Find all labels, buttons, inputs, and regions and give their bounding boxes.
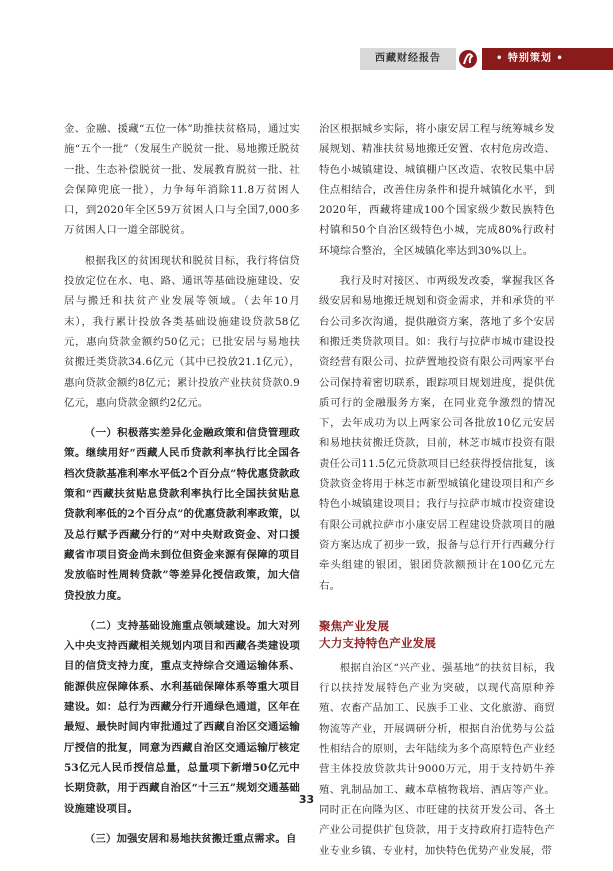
left-column bbox=[64, 119, 300, 859]
page-header bbox=[360, 48, 613, 70]
paragraph: （三）加强安居和易地扶贫搬迁重点需求。自 bbox=[84, 832, 297, 845]
section-heading bbox=[319, 618, 555, 652]
paragraph: 根据我区的贫困现状和脱贫目标，我行将信贷投放定位在水、电、路、通讯等基础设施建设、安居与搬迁和扶贫产业发展等领域。（去年10月末），我行累计投放各类基础设施建设贷款58亿元，惠向贷款金额约50亿元；已批安居与易地扶贫搬迁类贷款34.6亿元（其中已投放21.1亿元），惠向贷款金额约8亿元；累计投放产业扶贫贷款0.9亿元，惠向贷款金额约2亿元。 bbox=[64, 254, 300, 409]
paragraph: （二）支持基础设施重点领域建设。加大对列入中央支持西藏相关规划内项目和西藏各类建设项目的信贷支持力度，重点支持综合交通运输体系、能源供应保障体系、水利基础保障体系等重大项目建设。如：总行为西藏分行开通绿色通道，区年在最短、最快时间内审批通过了西藏自治区交通运输厅授信的批复，同意为西藏自治区交通运输厅核定53亿元人民币授信总量，总量项下新增50亿元中长期贷款，用于西藏自治区“十三五”规划交通基础设施建设项目。 bbox=[64, 619, 300, 815]
decorative-logo-icon bbox=[457, 46, 479, 72]
paragraph: 我行及时对接区、市两级发改委，掌握我区各级安居和易地搬迁规划和资金需求，并和承贷的平台公司多次沟通，提供融资方案，落地了多个安居和搬迁类贷款项目。如：我行与拉萨市城市建设投资经营有限公司、拉萨置地投资有限公司两家平台公司保持着密切联系，跟踪项目规划进度，提供优质可行的金融服务方案，在同业竞争激烈的情况下，去年成功为以上两家公司各批放10亿元安居和易地扶贫搬迁贷款，目前，林芝市城市投资有限责任公司11.5亿元贷款项目已经获得授信批复，该贷款资金将用于林芝市新型城镇化建设项目和产乡特色小城镇建设项目；我行与拉萨市城市投资建设有限公司就拉萨市小康安居工程建设贷款项目的融资方案达成了初步一致，报备与总行开行西藏分行牵头组建的银团，银团贷款额预计在100亿元左右。 bbox=[319, 275, 555, 592]
header-publication-name: 西藏财经报告 bbox=[360, 48, 456, 70]
paragraph: 治区根据城乡实际，将小康安居工程与统筹城乡发展规划、精准扶贫易地搬迁安置、农村危房改造、特色小城镇建设、城镇棚户区改造、农牧民集中居住点相结合，改善住房条件和提升城镇化水平，到2020年，西藏将建成100个国家级少数民族特色村镇和50个自治区级特色小城，完成80%行政村环境综合整治，全区城镇化率达到30%以上。 bbox=[319, 123, 555, 257]
page-number: 33 bbox=[298, 793, 315, 806]
right-column bbox=[319, 119, 555, 871]
header-section-tag: • 特别策划 • bbox=[482, 48, 613, 70]
section-heading-line-1: 聚焦产业发展 bbox=[319, 618, 390, 633]
section-heading-line-2: 大力支持特色产业发展 bbox=[319, 635, 436, 650]
paragraph: （一）积极落实差异化金融政策和信贷管理政策。继续用好“西藏人民币贷款利率执行比全国各档次贷款基准利率水平低2个百分点”特优惠贷款政策和“西藏扶贫贴息贷款利率执行比全国扶贫贴息贷款利率低的2个百分点”的优惠贷款利率政策，以及总行赋予西藏分行的“对中央财政资金、对口援藏省市项目资金尚未到位但资金来源有保障的项目发放临时性周转贷款”等差异化授信政策，加大信贷投放力度。 bbox=[64, 427, 301, 602]
paragraph: 金、金融、援藏“五位一体”助推扶贫格局，通过实施“五个一批”（发展生产脱贫一批、易地搬迁脱贫一批、生态补偿脱贫一批、发展教育脱贫一批、社会保障兜底一批），力争每年消除11.8万贫困人口，到2020年全区59万贫困人口与全国7,000多万贫困人口一道全部脱贫。 bbox=[64, 123, 300, 237]
paragraph: 根据自治区“兴产业、强基地”的扶贫目标，我行以扶持发展特色产业为突破，以现代高原种养殖、农畜产品加工、民族手工业、文化旅游、商贸物流等产业，开展调研分析，根据自治优势与公益性相结合的原则，去年陆续为多个高原特色产业经营主体投放贷款共计9000万元，用于支持奶牛养殖、乳制品加工、藏本草植物栽培、酒店等产业。同时正在向隆为区、市旺建的扶贫开发公司、各土产业公司提供扩包贷款，用于支持政府打造特色产业专业乡镇、专业村，加快特色优势产业发展，带 bbox=[319, 661, 555, 857]
